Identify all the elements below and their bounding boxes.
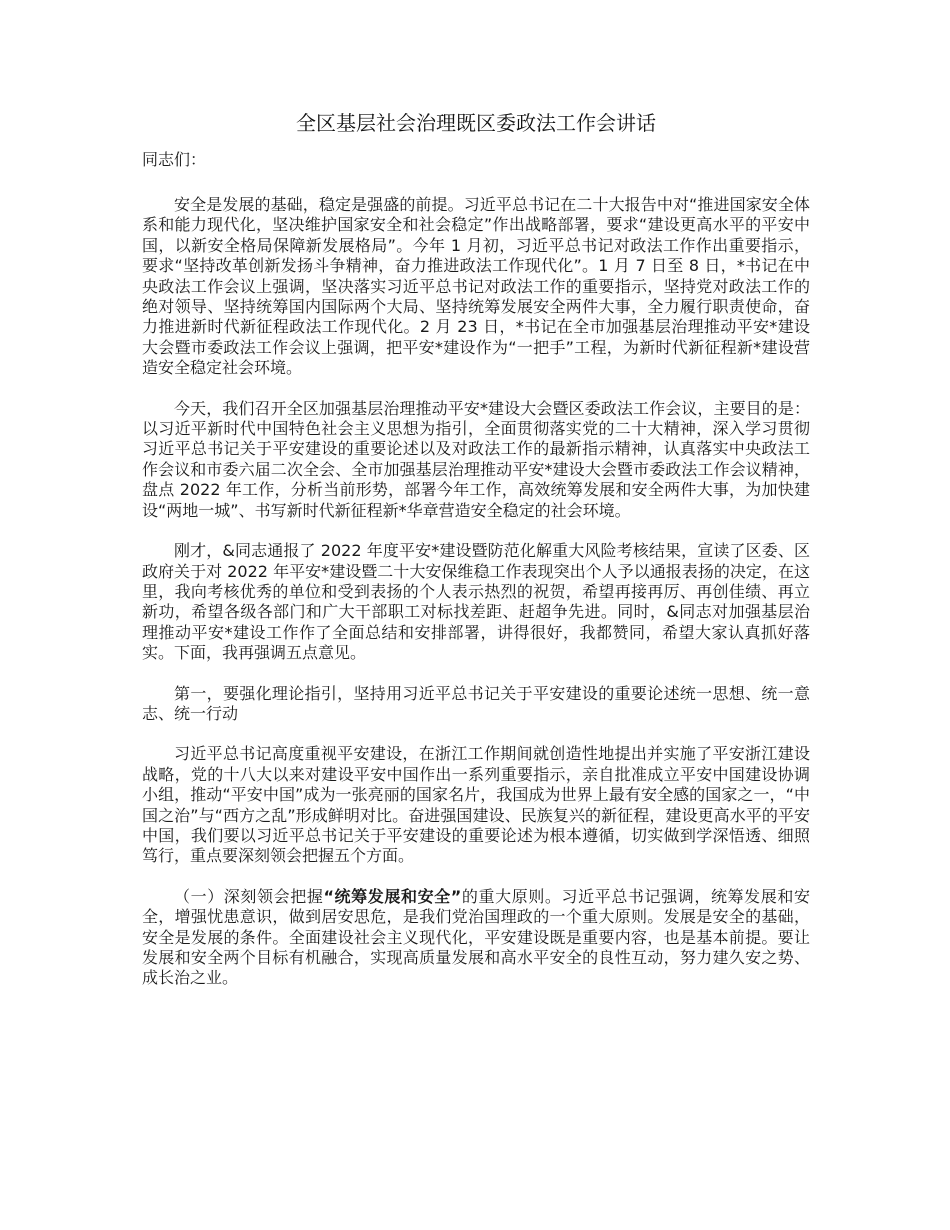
paragraph-6 [142,887,810,989]
paragraph-5: 习近平总书记高度重视平安建设，在浙江工作期间就创造性地提出并实施了平安浙江建设战略，党的十八大以来对建设平安中国作出一系列重要指示，亲自批准成立平安中国建设协调小组，推动“平安中国”成为一张亮丽的国家名片，我国成为世界上最有安全感的国家之一，“中国之治”与“西方之乱”形成鲜明对比。奋进强国建设、民族复兴的新征程，建设更高水平的平安中国，我们要以习近平总书记关于平安建设的重要论述为根本遵循，切实做到学深悟透、细照笃行，重点要深刻领会把握五个方面。 [142,744,810,866]
document-title: 全区基层社会治理既区委政法工作会讲话 [296,111,656,135]
paragraph-1: 安全是发展的基础，稳定是强盛的前提。习近平总书记在二十大报告中对“推进国家安全体系和能力现代化，坚决维护国家安全和社会稳定”作出战略部署，要求“建设更高水平的平安中国，以新安全格局保障新发展格局”。今年 1 月初，习近平总书记对政法工作作出重要指示，要求“坚持改革创新发扬斗争精神，奋力推进政法工作现代化”。1 月 7 日至 8 日，*书记在中央政法工作会议上强调，坚决落实习近平总书记对政法工作的重要指示，坚持党对政法工作的绝对领导、坚持统筹国内国际两个大局、坚持统筹发展安全两件大事，全力履行职责使命，奋力推进新时代新征程政法工作现代化。2 月 23 日，*书记在全市加强基层治理推动平安*建设大会暨市委政法工作会议上强调，把平安*建设作为“一把手”工程，为新时代新征程新*建设营造安全稳定社会环境。 [142,195,810,378]
paragraph-6-bold-phrase: “统筹发展和安全” [323,886,462,906]
salutation: 同志们： [142,150,207,169]
paragraph-3: 刚才，&同志通报了 2022 年度平安*建设暨防范化解重大风险考核结果，宣读了区委、区政府关于对 2022 年平安*建设暨二十大安保维稳工作表现突出个人予以通报表扬的决定，在这里，我向考核优秀的单位和受到表扬的个人表示热烈的祝贺，希望再接再厉、再创佳绩、再立新功，希望各级各部门和广大干部职工对标找差距、赶超争先进。同时，&同志对加强基层治理推动平安*建设工作作了全面总结和安排部署，讲得很好，我都赞同，希望大家认真抓好落实。下面，我再强调五点意见。 [142,541,810,663]
document-page [142,108,810,1009]
paragraph-6-lead: （一）深刻领会把握 [174,886,324,906]
paragraph-6-rest: 的重大原则。习近平总书记强调，统筹发展和安全，增强忧患意识，做到居安思危，是我们党治国理政的一个重大原则。发展是安全的基础，安全是发展的条件。全面建设社会主义现代化，平安建设既是重要内容，也是基本前提。要让发展和安全两个目标有机融合，实现高质量发展和高水平安全的良性互动，努力建久安之势、成长治之业。 [142,886,810,988]
section-heading-1: 第一，要强化理论指引，坚持用习近平总书记关于平安建设的重要论述统一思想、统一意志、统一行动 [142,683,810,723]
paragraph-2: 今天，我们召开全区加强基层治理推动平安*建设大会暨区委政法工作会议，主要目的是：以习近平新时代中国特色社会主义思想为指引，全面贯彻落实党的二十大精神，深入学习贯彻习近平总书记关于平安建设的重要论述以及对政法工作的最新指示精神，认真落实中央政法工作会议和市委六届二次全会、全市加强基层治理推动平安*建设大会暨市委政法工作会议精神，盘点 2022 年工作，分析当前形势，部署今年工作，高效统筹发展和安全两件大事，为加快建设“两地一城”、书写新时代新征程新*华章营造安全稳定的社会环境。 [142,398,810,520]
